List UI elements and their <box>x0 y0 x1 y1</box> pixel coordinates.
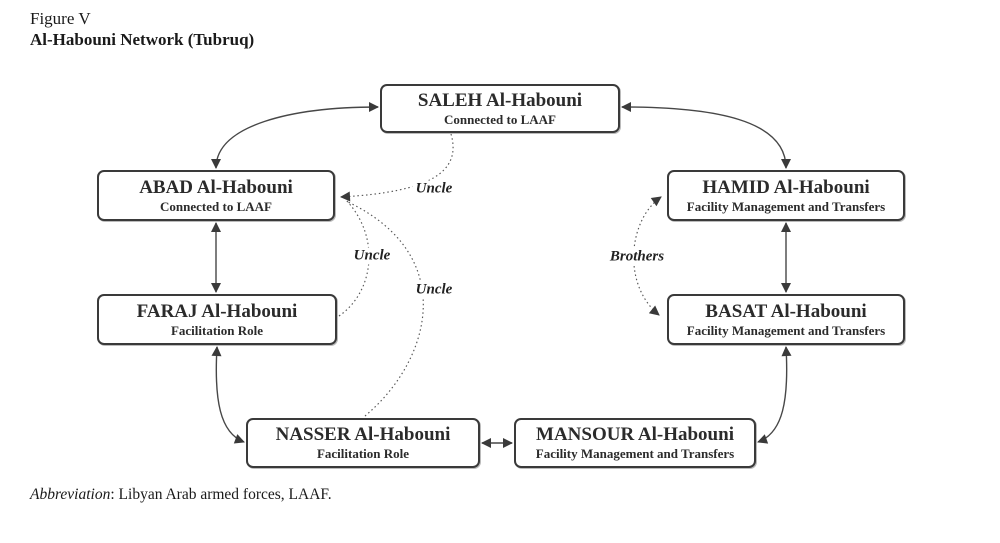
abbreviation-term: Abbreviation <box>30 486 111 503</box>
node-faraj-role: Facilitation Role <box>170 322 264 338</box>
node-faraj-name: FARAJ Al-Habouni <box>136 300 298 322</box>
node-abad-name: ABAD Al-Habouni <box>139 176 293 198</box>
node-nasser <box>246 418 480 468</box>
uncle-label-faraj-abad: Uncle <box>351 248 394 265</box>
figure-title: Al-Habouni Network (Tubruq) <box>30 30 255 49</box>
node-mansour-name: MANSOUR Al-Habouni <box>536 424 734 445</box>
uncle-label-saleh-abad: Uncle <box>413 181 456 198</box>
node-hamid-role: Facility Management and Transfers <box>686 198 886 214</box>
edge-faraj-nasser <box>216 347 244 442</box>
figure-label: Figure V <box>30 9 91 28</box>
edge-basat-mansour <box>758 347 787 442</box>
edge-uncle-nasser-abad <box>348 202 423 416</box>
node-mansour <box>514 418 756 468</box>
uncle-label-nasser-abad: Uncle <box>413 282 456 299</box>
edge-saleh-hamid <box>622 107 786 168</box>
node-basat <box>667 294 905 345</box>
edge-abad-saleh <box>216 107 378 168</box>
abbreviation-text: : Libyan Arab armed forces, LAAF. <box>110 486 332 503</box>
node-saleh-name: SALEH Al-Habouni <box>417 89 583 111</box>
brothers-label-hamid-basat: Brothers <box>607 249 667 266</box>
abbreviation-footnote <box>30 486 332 504</box>
node-abad <box>97 170 335 221</box>
node-nasser-name: NASSER Al-Habouni <box>275 424 451 445</box>
node-hamid-name: HAMID Al-Habouni <box>702 176 870 198</box>
node-basat-name: BASAT Al-Habouni <box>705 300 867 322</box>
node-faraj <box>97 294 337 345</box>
node-mansour-role: Facility Management and Transfers <box>535 446 735 461</box>
node-nasser-role: Facilitation Role <box>316 446 410 461</box>
node-saleh <box>380 84 620 133</box>
node-basat-role: Facility Management and Transfers <box>686 322 886 338</box>
node-hamid <box>667 170 905 221</box>
node-saleh-role: Connected to LAAF <box>444 111 556 127</box>
node-abad-role: Connected to LAAF <box>160 198 272 214</box>
figure-header <box>30 8 254 51</box>
